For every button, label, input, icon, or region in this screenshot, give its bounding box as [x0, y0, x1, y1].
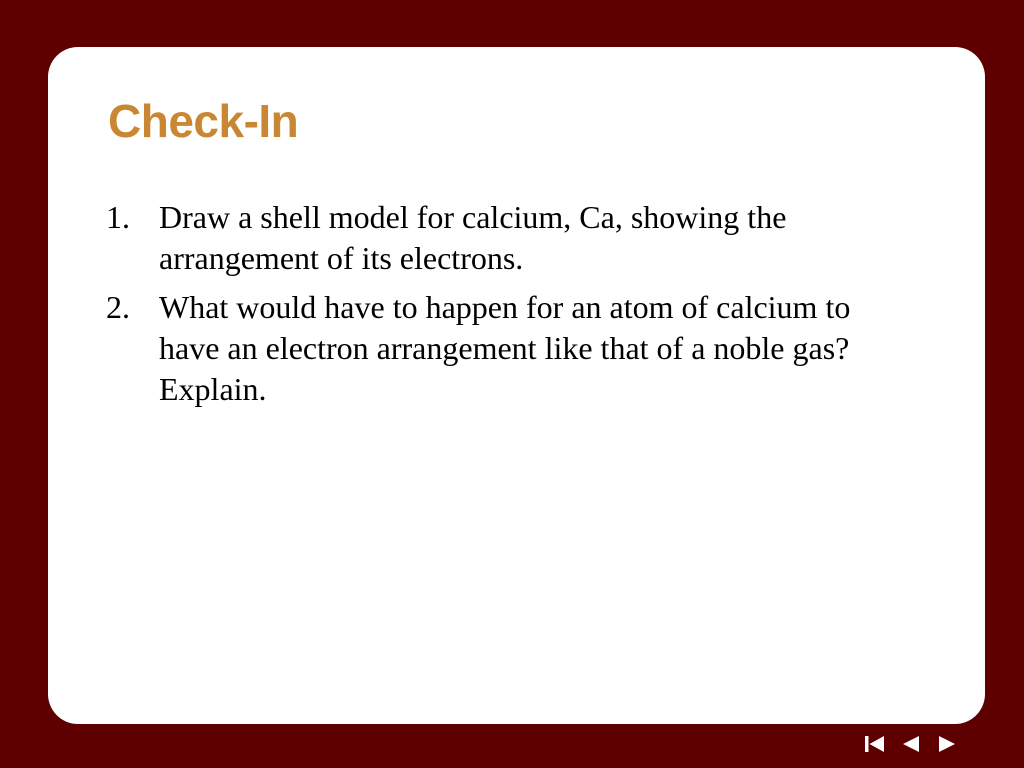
next-slide-button[interactable]: [936, 734, 958, 754]
skip-to-start-icon: [864, 734, 886, 754]
next-arrow-icon: [936, 734, 958, 754]
question-list: [106, 197, 866, 418]
question-text: What would have to happen for an atom of calcium to have an electron arrangement like that of a noble gas? Explain.: [159, 289, 851, 407]
question-item-2: [106, 287, 866, 410]
previous-arrow-icon: [900, 734, 922, 754]
question-number: 2.: [106, 289, 130, 325]
question-text: Draw a shell model for calcium, Ca, showing the arrangement of its electrons.: [159, 199, 787, 276]
slide-title: Check-In: [108, 95, 299, 147]
question-item-1: [106, 197, 866, 279]
question-number: 1.: [106, 199, 130, 235]
previous-slide-button[interactable]: [900, 734, 922, 754]
slide-navigation: [864, 734, 958, 754]
first-slide-button[interactable]: [864, 734, 886, 754]
